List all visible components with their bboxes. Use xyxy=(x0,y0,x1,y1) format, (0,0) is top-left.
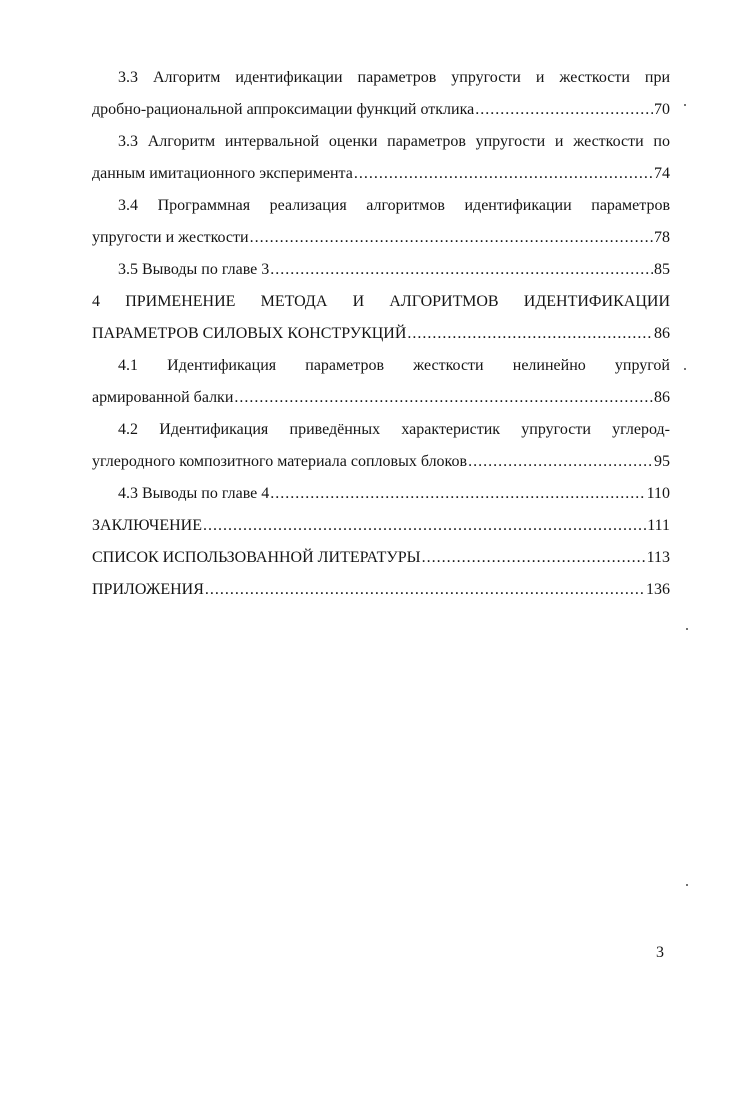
toc-entry-appendix: ПРИЛОЖЕНИЯ ..... 136 xyxy=(92,574,670,606)
dot-leader xyxy=(250,222,653,254)
dot-leader xyxy=(270,478,645,510)
toc-page-number: 74 xyxy=(654,165,670,182)
toc-page-number: 86 xyxy=(654,389,670,406)
toc-entry-4-1-line1: 4.1 Идентификация параметров жесткости нелинейно упругой xyxy=(118,357,670,374)
toc-entry-conclusion: ЗАКЛЮЧЕНИЕ ..... 111 xyxy=(92,510,670,542)
toc-entry-4-1-line2: армированной балки ..... 86 xyxy=(92,382,670,414)
toc-page-number: 113 xyxy=(646,549,670,566)
toc-entry-4-2-line2: углеродного композитного материала сопловых блоков ..... 95 xyxy=(92,446,670,478)
dot-leader xyxy=(234,382,653,414)
toc-page-number: 78 xyxy=(654,229,670,246)
toc-page-number: 86 xyxy=(654,325,670,342)
toc-entry-4-line1: 4 ПРИМЕНЕНИЕ МЕТОДА И АЛГОРИТМОВ ИДЕНТИФИКАЦИИ xyxy=(92,293,670,310)
toc-entry-4-2-line1: 4.2 Идентификация приведённых характеристик упругости углерод- xyxy=(118,421,670,438)
toc-entry-3-3a-line2: дробно-рациональной аппроксимации функций отклика ..... 70 xyxy=(92,94,670,126)
dot-leader xyxy=(468,446,653,478)
scan-speck xyxy=(684,368,686,370)
toc-page-number: 111 xyxy=(647,517,670,534)
page-number: 3 xyxy=(656,944,664,961)
toc-entry-3-4-line2: упругости и жесткости ..... 78 xyxy=(92,222,670,254)
toc-page-number: 136 xyxy=(646,581,670,598)
toc-entry-4-3: 4.3 Выводы по главе 4 ..... 110 xyxy=(118,478,670,510)
dot-leader xyxy=(203,510,646,542)
toc-entry-references: СПИСОК ИСПОЛЬЗОВАННОЙ ЛИТЕРАТУРЫ ..... 113 xyxy=(92,542,670,574)
dot-leader xyxy=(354,158,653,190)
toc-entry-3-5: 3.5 Выводы по главе 3 ..... 85 xyxy=(118,254,670,286)
dot-leader xyxy=(205,574,645,606)
toc-entry-3-3b-line1: 3.3 Алгоритм интервальной оценки параметров упругости и жесткости по xyxy=(118,133,670,150)
toc-page-number: 110 xyxy=(646,485,670,502)
scan-speck xyxy=(684,104,686,106)
toc-page-number: 95 xyxy=(654,453,670,470)
toc-entry-4-line2: ПАРАМЕТРОВ СИЛОВЫХ КОНСТРУКЦИЙ ..... 86 xyxy=(92,318,670,350)
toc-entry-3-3b-line2: данным имитационного эксперимента ..... 74 xyxy=(92,158,670,190)
dot-leader xyxy=(475,94,653,126)
toc-page-number: 85 xyxy=(654,261,670,278)
toc-page-number: 70 xyxy=(654,101,670,118)
scan-speck xyxy=(686,884,688,886)
dot-leader xyxy=(407,318,653,350)
dot-leader xyxy=(422,542,646,574)
toc-entry-3-3a-line1: 3.3 Алгоритм идентификации параметров упругости и жесткости при xyxy=(118,69,670,86)
dot-leader xyxy=(270,254,653,286)
scan-speck xyxy=(686,628,688,630)
toc-entry-3-4-line1: 3.4 Программная реализация алгоритмов идентификации параметров xyxy=(118,197,670,214)
